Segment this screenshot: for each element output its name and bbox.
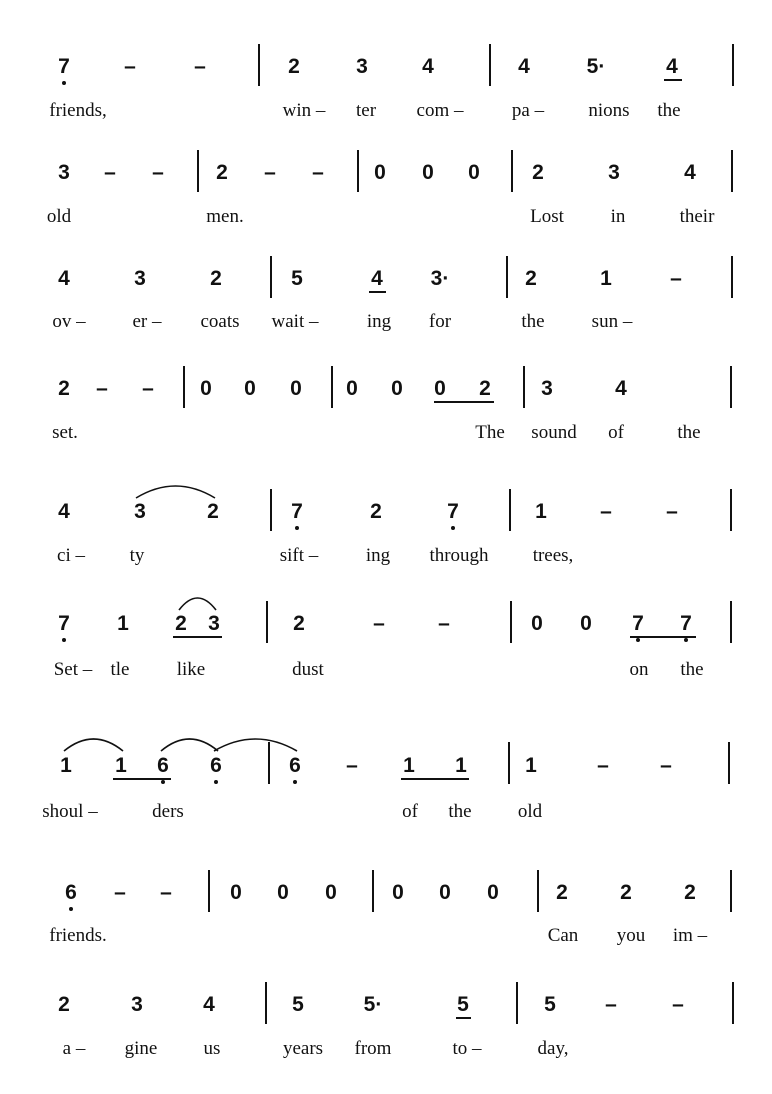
barline [183, 366, 185, 408]
lyric-word: to – [452, 1038, 482, 1059]
note: 6 [65, 881, 77, 904]
lyric-word: day, [537, 1038, 569, 1059]
lyric-word: dust [292, 659, 324, 680]
octave-dot-below [62, 638, 66, 642]
note: 5 [292, 993, 304, 1016]
lyric-word: er – [132, 311, 162, 332]
barline [331, 366, 333, 408]
note: 0 [346, 377, 358, 400]
note: 1 [455, 754, 467, 777]
barline [510, 601, 512, 643]
lyric-word: ty [129, 545, 145, 566]
note: 0 [277, 881, 289, 904]
barline [270, 256, 272, 298]
barline [372, 870, 374, 912]
note: – [264, 161, 276, 184]
lyric-word: on [629, 659, 649, 680]
octave-dot-below [62, 81, 66, 85]
note: 7 [680, 612, 692, 635]
lyric-word: like [176, 659, 206, 680]
octave-dot-below [214, 780, 218, 784]
lyric-word: friends, [49, 100, 107, 121]
note: – [597, 754, 609, 777]
duration-underline [664, 79, 682, 81]
lyric-word: of [608, 422, 624, 443]
note: 4 [518, 55, 530, 78]
lyric-word: years [282, 1038, 324, 1059]
lyric-word: im – [672, 925, 708, 946]
note: 3 [131, 993, 143, 1016]
note: 7 [58, 612, 70, 635]
lyric-word: through [429, 545, 489, 566]
note: 6 [157, 754, 169, 777]
note: – [96, 377, 108, 400]
duration-underline [113, 778, 171, 780]
barline [537, 870, 539, 912]
note: – [605, 993, 617, 1016]
note: 2 [370, 500, 382, 523]
slur [62, 733, 125, 753]
note: 0 [374, 161, 386, 184]
slur [212, 733, 299, 753]
lyric-word: the [521, 311, 545, 332]
note: 4 [666, 55, 678, 78]
lyric-word: friends. [49, 925, 107, 946]
lyric-word: ders [152, 801, 184, 822]
note: 2 [58, 993, 70, 1016]
note: 4 [615, 377, 627, 400]
note: 3· [430, 267, 450, 290]
duration-underline [401, 778, 469, 780]
note: – [142, 377, 154, 400]
barline [508, 742, 510, 784]
barline [730, 870, 732, 912]
note: 4 [371, 267, 383, 290]
note: 4 [58, 500, 70, 523]
lyric-word: old [46, 206, 72, 227]
note: 1 [60, 754, 72, 777]
note: 2 [175, 612, 187, 635]
lyric-word: Set – [53, 659, 93, 680]
note: 2 [525, 267, 537, 290]
lyric-word: The [475, 422, 505, 443]
note: 4 [58, 267, 70, 290]
barline [728, 742, 730, 784]
duration-underline [456, 1017, 471, 1019]
lyric-word: ci – [57, 545, 85, 566]
note: 5 [291, 267, 303, 290]
lyric-word: the [448, 801, 472, 822]
note: 7 [291, 500, 303, 523]
note: 1 [403, 754, 415, 777]
lyric-word: ter [355, 100, 377, 121]
note: 0 [468, 161, 480, 184]
note: – [194, 55, 206, 78]
note: 0 [422, 161, 434, 184]
note: 3 [356, 55, 368, 78]
duration-underline [173, 636, 222, 638]
lyric-word: ov – [52, 311, 86, 332]
note: 2 [556, 881, 568, 904]
note: 2 [207, 500, 219, 523]
barline [357, 150, 359, 192]
note: – [666, 500, 678, 523]
note: 7 [447, 500, 459, 523]
lyric-word: the [680, 659, 704, 680]
note: 2 [288, 55, 300, 78]
lyric-word: sound [531, 422, 577, 443]
note: – [114, 881, 126, 904]
octave-dot-below [161, 780, 165, 784]
note: 1 [525, 754, 537, 777]
note: – [124, 55, 136, 78]
note: 0 [391, 377, 403, 400]
note: 5· [586, 55, 606, 78]
duration-underline [434, 401, 494, 403]
barline [523, 366, 525, 408]
note: 0 [531, 612, 543, 635]
note: 0 [580, 612, 592, 635]
slur [134, 480, 217, 500]
note: 2 [620, 881, 632, 904]
octave-dot-below [293, 780, 297, 784]
barline [509, 489, 511, 531]
lyric-word: tle [110, 659, 130, 680]
note: 1 [117, 612, 129, 635]
note: – [660, 754, 672, 777]
lyric-word: wait – [271, 311, 319, 332]
barline [731, 256, 733, 298]
note: 2 [684, 881, 696, 904]
note: – [600, 500, 612, 523]
note: – [373, 612, 385, 635]
note: – [152, 161, 164, 184]
barline [270, 489, 272, 531]
duration-underline [630, 636, 696, 638]
note: – [672, 993, 684, 1016]
note: 0 [487, 881, 499, 904]
note: 3 [208, 612, 220, 635]
note: 6 [210, 754, 222, 777]
note: 2 [210, 267, 222, 290]
barline [732, 982, 734, 1024]
note: 0 [392, 881, 404, 904]
octave-dot-below [451, 526, 455, 530]
barline [732, 44, 734, 86]
lyric-word: ing [366, 311, 392, 332]
note: 2 [216, 161, 228, 184]
barline [506, 256, 508, 298]
lyric-word: com – [416, 100, 464, 121]
lyric-word: ing [365, 545, 391, 566]
note: – [104, 161, 116, 184]
octave-dot-below [636, 638, 640, 642]
duration-underline [369, 291, 386, 293]
note: 7 [58, 55, 70, 78]
note: 4 [684, 161, 696, 184]
barline [208, 870, 210, 912]
note: 0 [290, 377, 302, 400]
barline [258, 44, 260, 86]
note: 3 [134, 267, 146, 290]
lyric-word: gine [124, 1038, 158, 1059]
note: – [312, 161, 324, 184]
note: 5 [457, 993, 469, 1016]
note: 4 [422, 55, 434, 78]
lyric-word: you [616, 925, 646, 946]
barline [265, 982, 267, 1024]
lyric-word: Can [547, 925, 579, 946]
note: – [346, 754, 358, 777]
note: 5 [544, 993, 556, 1016]
lyric-word: sun – [591, 311, 633, 332]
note: – [160, 881, 172, 904]
barline [730, 489, 732, 531]
barline [197, 150, 199, 192]
lyric-word: trees, [532, 545, 574, 566]
note: 4 [203, 993, 215, 1016]
lyric-word: win – [282, 100, 326, 121]
note: 0 [434, 377, 446, 400]
lyric-word: Lost [530, 206, 564, 227]
note: 1 [115, 754, 127, 777]
lyric-word: in [610, 206, 626, 227]
note: 3 [134, 500, 146, 523]
note: 3 [58, 161, 70, 184]
note: 0 [439, 881, 451, 904]
note: 2 [293, 612, 305, 635]
octave-dot-below [684, 638, 688, 642]
lyric-word: from [354, 1038, 392, 1059]
lyric-word: a – [62, 1038, 86, 1059]
lyric-word: old [517, 801, 543, 822]
barline [730, 366, 732, 408]
note: 2 [58, 377, 70, 400]
lyric-word: pa – [511, 100, 545, 121]
lyric-word: sift – [279, 545, 319, 566]
note: 3 [541, 377, 553, 400]
note: 7 [632, 612, 644, 635]
note: 2 [479, 377, 491, 400]
note: 5· [363, 993, 383, 1016]
lyric-word: shoul – [42, 801, 98, 822]
lyric-word: the [657, 100, 681, 121]
note: 6 [289, 754, 301, 777]
octave-dot-below [69, 907, 73, 911]
note: 1 [600, 267, 612, 290]
barline [731, 150, 733, 192]
lyric-word: coats [200, 311, 240, 332]
note: – [670, 267, 682, 290]
note: 0 [325, 881, 337, 904]
barline [511, 150, 513, 192]
note: 1 [535, 500, 547, 523]
lyric-word: the [677, 422, 701, 443]
note: 3 [608, 161, 620, 184]
lyric-word: set. [52, 422, 78, 443]
octave-dot-below [295, 526, 299, 530]
lyric-word: men. [206, 206, 244, 227]
lyric-word: nions [588, 100, 630, 121]
slur [159, 733, 220, 753]
lyric-word: us [203, 1038, 221, 1059]
lyric-word: for [428, 311, 452, 332]
lyric-word: their [679, 206, 715, 227]
note: 0 [230, 881, 242, 904]
note: 0 [244, 377, 256, 400]
barline [516, 982, 518, 1024]
note: 2 [532, 161, 544, 184]
note: – [438, 612, 450, 635]
barline [730, 601, 732, 643]
barline [266, 601, 268, 643]
lyric-word: of [402, 801, 418, 822]
note: 0 [200, 377, 212, 400]
barline [489, 44, 491, 86]
slur [177, 592, 218, 612]
